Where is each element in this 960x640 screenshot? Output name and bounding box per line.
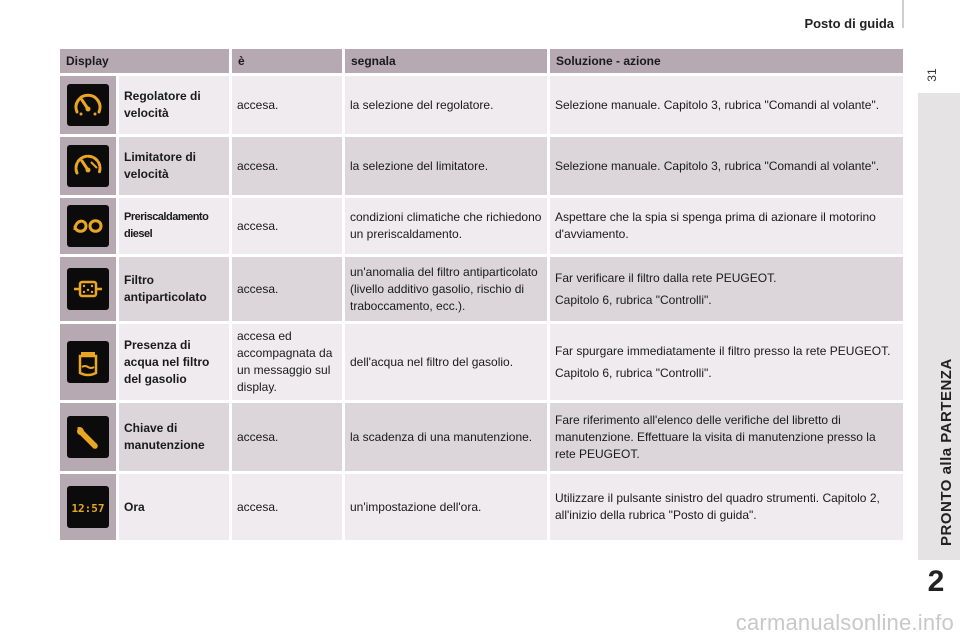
row-solution bbox=[550, 324, 903, 400]
water-in-diesel-filter-icon bbox=[67, 341, 109, 383]
table-header-row bbox=[60, 49, 903, 73]
row-name: Regolatore di velocità bbox=[119, 76, 229, 134]
header-divider bbox=[902, 0, 904, 28]
row-state: accesa. bbox=[232, 137, 342, 195]
row-state: accesa. bbox=[232, 403, 342, 471]
row-solution bbox=[550, 474, 903, 540]
solution-text: Far spurgare immediatamente il filtro presso la rete PEUGEOT. bbox=[555, 343, 891, 358]
row-indicates: la selezione del limitatore. bbox=[345, 137, 547, 195]
row-name: Filtro antiparticolato bbox=[119, 257, 229, 321]
cruise-control-regulator-icon bbox=[67, 84, 109, 126]
row-indicates: un'anomalia del filtro antiparticolato (livello additivo gasolio, rischio di traboccamento, ecc.). bbox=[345, 257, 547, 321]
solution-text: Capitolo 6, rubrica "Controlli". bbox=[555, 292, 712, 307]
service-wrench-icon bbox=[67, 416, 109, 458]
row-name: Presenza di acqua nel filtro del gasolio bbox=[119, 324, 229, 400]
solution-text: Aspettare che la spia si spenga prima di azionare il motorino d'avviamento. bbox=[555, 210, 876, 241]
table-row bbox=[60, 257, 903, 321]
row-indicates: dell'acqua nel filtro del gasolio. bbox=[345, 324, 547, 400]
row-name: Ora bbox=[119, 474, 229, 540]
column-header-solution: Soluzione - azione bbox=[550, 49, 903, 73]
page-number: 31 bbox=[925, 68, 939, 82]
row-solution bbox=[550, 257, 903, 321]
speed-limiter-icon bbox=[67, 145, 109, 187]
row-state: accesa. bbox=[232, 198, 342, 254]
table-row bbox=[60, 137, 903, 195]
row-state: accesa. bbox=[232, 76, 342, 134]
row-name: Chiave di manutenzione bbox=[119, 403, 229, 471]
row-solution bbox=[550, 137, 903, 195]
solution-text: Selezione manuale. Capitolo 3, rubrica "Comandi al volante". bbox=[555, 97, 880, 112]
column-header-state: è bbox=[232, 49, 342, 73]
row-state: accesa. bbox=[232, 257, 342, 321]
row-name: Limitatore di velocità bbox=[119, 137, 229, 195]
table-row bbox=[60, 198, 903, 254]
row-solution bbox=[550, 403, 903, 471]
solution-text: Utilizzare il pulsante sinistro del quadro strumenti. Capitolo 2, all'inizio della rubrica "Posto di guida". bbox=[555, 491, 880, 522]
row-state: accesa ed accompagnata da un messaggio sul display. bbox=[232, 324, 342, 400]
row-indicates: condizioni climatiche che richiedono un preriscaldamento. bbox=[345, 198, 547, 254]
row-state: accesa. bbox=[232, 474, 342, 540]
row-indicates: la scadenza di una manutenzione. bbox=[345, 403, 547, 471]
particulate-filter-icon bbox=[67, 268, 109, 310]
row-solution bbox=[550, 76, 903, 134]
chapter-label: PRONTO alla PARTENZA bbox=[938, 358, 955, 546]
watermark: carmanualsonline.info bbox=[735, 610, 954, 635]
glow-plug-preheating-icon bbox=[67, 205, 109, 247]
column-header-indicates: segnala bbox=[345, 49, 547, 73]
table-row bbox=[60, 324, 903, 400]
solution-text: Capitolo 6, rubrica "Controlli". bbox=[555, 365, 712, 380]
row-solution bbox=[550, 198, 903, 254]
solution-text: Fare riferimento all'elenco delle verifiche del libretto di manutenzione. Effettuare la visita di manutenzione presso la rete PEUGEOT. bbox=[555, 412, 876, 461]
clock-display-icon bbox=[67, 486, 109, 528]
row-name: Preriscaldamento diesel bbox=[119, 198, 229, 254]
table-row bbox=[60, 76, 903, 134]
chapter-number: 2 bbox=[927, 565, 945, 598]
column-header-display: Display bbox=[60, 49, 229, 73]
clock-display-text: 12:57 bbox=[71, 502, 105, 515]
solution-text: Far verificare il filtro dalla rete PEUGEOT. bbox=[555, 270, 777, 285]
solution-text: Selezione manuale. Capitolo 3, rubrica "Comandi al volante". bbox=[555, 158, 880, 173]
row-indicates: un'impostazione dell'ora. bbox=[345, 474, 547, 540]
row-indicates: la selezione del regolatore. bbox=[345, 76, 547, 134]
warning-lights-table bbox=[57, 46, 906, 543]
table-row bbox=[60, 474, 903, 540]
table-row bbox=[60, 403, 903, 471]
page-title: Posto di guida bbox=[804, 16, 894, 31]
